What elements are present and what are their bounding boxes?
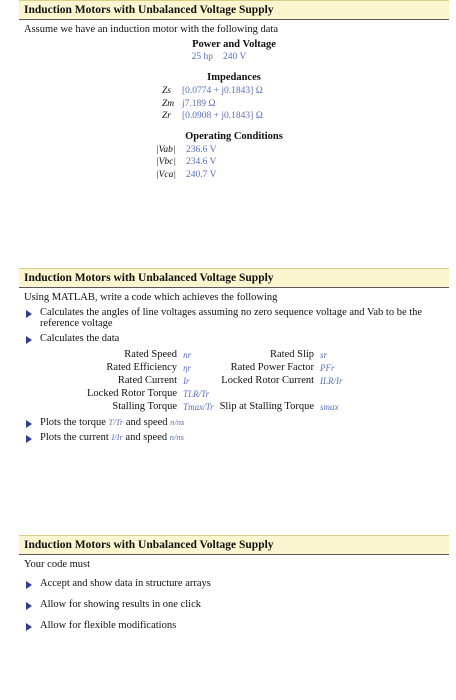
voltage-symbol: |Vca| — [156, 169, 176, 180]
impedance-row — [162, 85, 444, 98]
quantity-symbol — [317, 387, 353, 400]
slide-1 — [19, 0, 449, 215]
quantity-label: Stalling Torque — [112, 401, 178, 412]
quantity-label: Locked Rotor Current — [221, 375, 315, 386]
voltage-magnitude: 240.7 V — [186, 169, 217, 180]
power-value: 25 hp — [191, 52, 214, 62]
operating-row — [156, 169, 444, 182]
bullet-text: Accept and show data in structure arrays — [40, 578, 211, 589]
bullet-triangle-icon — [26, 602, 32, 610]
speed-ratio-symbol: n/ns — [169, 432, 184, 442]
slide-3 — [19, 535, 449, 695]
voltage-symbol: |Vbc| — [156, 157, 176, 167]
table-row — [84, 400, 353, 413]
quantity-label: Locked Rotor Torque — [87, 388, 178, 399]
quantity-symbol: PFr — [320, 362, 335, 373]
list-item — [24, 620, 444, 631]
slide-title: Induction Motors with Unbalanced Voltage Supply — [19, 0, 449, 20]
voltage-magnitude: 236.6 V — [186, 144, 217, 155]
plot-list — [24, 417, 444, 443]
quantity-label: Rated Speed — [124, 349, 178, 360]
table-row — [84, 361, 353, 374]
quantity-label: Rated Efficiency — [106, 362, 178, 373]
operating-heading: Operating Conditions — [185, 130, 283, 142]
impedance-row — [162, 98, 444, 111]
list-item — [24, 599, 444, 610]
table-row — [84, 387, 353, 400]
quantity-symbol: sr — [320, 349, 328, 360]
quantity-symbol: ηr — [183, 362, 192, 373]
speed-ratio-symbol: n/ns — [170, 417, 185, 427]
bullet-triangle-icon — [26, 420, 32, 428]
impedance-symbol: Zs — [162, 86, 171, 96]
quantity-label: Rated Power Factor — [230, 362, 315, 373]
bullet-text: Plots the torque — [40, 417, 106, 428]
operating-list — [156, 144, 444, 182]
voltage-symbol: |Vab| — [156, 144, 176, 155]
bullet-text: Calculates the angles of line voltages assuming no zero sequence voltage and Vab to be the reference voltage — [40, 307, 423, 329]
slide-2 — [19, 268, 449, 488]
power-heading: Power and Voltage — [192, 39, 276, 50]
requirement-list — [24, 578, 444, 631]
impedance-value: [0.0908 + j0.1843] Ω — [182, 111, 263, 121]
slide-intro: Assume we have an induction motor with the following data — [24, 24, 278, 35]
voltage-magnitude: 234.6 V — [186, 157, 217, 167]
list-item — [24, 307, 444, 329]
requirement-list — [24, 307, 444, 344]
list-item — [24, 333, 444, 344]
slide-intro: Using MATLAB, write a code which achieves the following — [24, 292, 278, 303]
quantity-label: Slip at Stalling Torque — [219, 401, 315, 412]
impedance-list — [162, 85, 444, 123]
torque-ratio-symbol: T/Tr — [108, 417, 124, 427]
bullet-text: Calculates the data — [40, 333, 120, 344]
list-item — [24, 432, 444, 443]
bullet-text: and speed — [125, 417, 168, 428]
bullet-text: and speed — [125, 432, 168, 443]
current-ratio-symbol: I/Ir — [111, 432, 123, 442]
power-values — [0, 52, 444, 62]
impedance-symbol: Zr — [162, 111, 171, 121]
quantity-label: Rated Slip — [269, 349, 315, 360]
operating-row — [156, 144, 444, 157]
quantity-symbol: TLR/Tr — [183, 388, 210, 399]
impedance-row — [162, 110, 444, 123]
bullet-triangle-icon — [26, 623, 32, 631]
bullet-triangle-icon — [26, 581, 32, 589]
quantity-symbol: Ir — [183, 375, 190, 386]
impedance-heading: Impedances — [207, 72, 261, 83]
impedance-value: j7.189 Ω — [182, 98, 216, 109]
table-row — [84, 348, 353, 361]
list-item — [24, 578, 444, 589]
quantity-symbol: ILR/Ir — [320, 375, 343, 386]
quantity-symbol: nr — [183, 349, 192, 360]
quantity-label — [217, 387, 317, 400]
table-row — [84, 374, 353, 387]
bullet-text: Allow for flexible modifications — [40, 620, 177, 631]
bullet-text: Allow for showing results in one click — [40, 599, 201, 610]
quantity-symbol: smax — [320, 401, 339, 412]
voltage-value: 240 V — [223, 52, 247, 62]
quantity-label: Rated Current — [117, 375, 178, 386]
bullet-text: Plots the current — [40, 432, 109, 443]
slide-title: Induction Motors with Unbalanced Voltage Supply — [19, 268, 449, 288]
operating-row — [156, 156, 444, 169]
list-item — [24, 417, 444, 428]
slide-intro: Your code must — [24, 559, 91, 570]
slide-title: Induction Motors with Unbalanced Voltage Supply — [19, 535, 449, 555]
impedance-value: [0.0774 + j0.1843] Ω — [182, 86, 263, 96]
bullet-triangle-icon — [26, 336, 32, 344]
bullet-triangle-icon — [26, 310, 32, 318]
quantity-symbol: Tmax/Tr — [183, 401, 214, 412]
data-table — [84, 348, 353, 413]
impedance-symbol: Zm — [162, 98, 175, 109]
bullet-triangle-icon — [26, 435, 32, 443]
